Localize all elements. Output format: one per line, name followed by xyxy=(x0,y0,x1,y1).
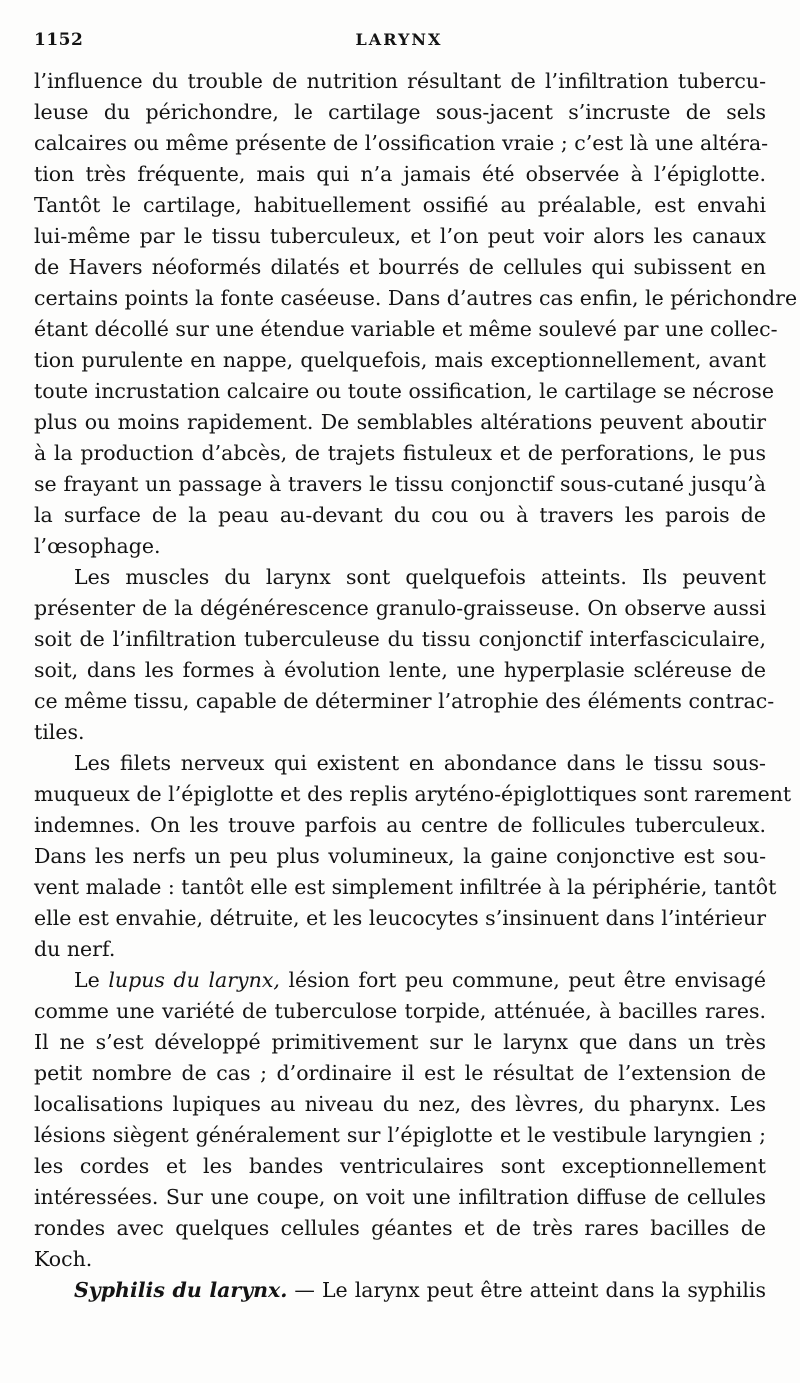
text-line: Il ne s’est développé primitivement sur le larynx que dans un très xyxy=(34,1030,766,1054)
text-line: du nerf. xyxy=(34,937,116,961)
lead-rest: — Le larynx peut être atteint dans la syphilis xyxy=(287,1278,766,1302)
section-heading: Syphilis du larynx. xyxy=(74,1278,288,1302)
text-line: tion purulente en nappe, quelquefois, mais exceptionnellement, avant xyxy=(34,348,766,372)
text-line: rondes avec quelques cellules géantes et de très rares bacilles de xyxy=(34,1216,766,1240)
lead-term: lupus du larynx, xyxy=(108,968,280,992)
text-line: de Havers néoformés dilatés et bourrés de cellules qui subissent en xyxy=(34,255,766,279)
text-line: présenter de la dégénérescence granulo-graisseuse. On observe aussi xyxy=(34,596,766,620)
text-line xyxy=(34,965,766,996)
text-line: lésions siègent généralement sur l’épiglotte et le vestibule laryngien ; xyxy=(34,1123,766,1147)
text-line: étant décollé sur une étendue variable et même soulevé par une collec- xyxy=(34,317,778,341)
text-line: l’influence du trouble de nutrition résultant de l’infiltration tubercu- xyxy=(34,69,766,93)
text-line: plus ou moins rapidement. De semblables altérations peuvent aboutir xyxy=(34,410,766,434)
paragraph-muscles xyxy=(34,562,775,748)
text-line: Koch. xyxy=(34,1247,93,1271)
text-line: tiles. xyxy=(34,720,85,744)
text-line: soit, dans les formes à évolution lente, une hyperplasie scléreuse de xyxy=(34,658,766,682)
text-line: toute incrustation calcaire ou toute ossification, le cartilage se nécrose xyxy=(34,379,774,403)
text-line: certains points la fonte caséeuse. Dans d’autres cas enfin, le périchondre xyxy=(34,286,798,310)
text-line: tion très fréquente, mais qui n’a jamais été observée à l’épiglotte. xyxy=(34,162,766,186)
text-line: indemnes. On les trouve parfois au centre de follicules tuberculeux. xyxy=(34,813,766,837)
text-line: muqueux de l’épiglotte et des replis aryténo-épiglottiques sont rarement xyxy=(34,782,792,806)
text-line: Tantôt le cartilage, habituellement ossifié au préalable, est envahi xyxy=(34,193,766,217)
running-head xyxy=(34,30,764,56)
text-line: intéressées. Sur une coupe, on voit une infiltration diffuse de cellules xyxy=(34,1185,766,1209)
text-line: elle est envahie, détruite, et les leucocytes s’insinuent dans l’intérieur xyxy=(34,906,766,930)
paragraph-syphilis xyxy=(34,1275,766,1306)
text-line: se frayant un passage à travers le tissu conjonctif sous-cutané jusqu’à xyxy=(34,472,766,496)
lead-rest: lésion fort peu commune, peut être envisagé xyxy=(279,968,767,992)
text-line: la surface de la peau au-devant du cou ou à travers les parois de xyxy=(34,503,766,527)
text-line: comme une variété de tuberculose torpide, atténuée, à bacilles rares. xyxy=(34,999,766,1023)
page-number: 1152 xyxy=(34,30,84,50)
paragraph-lupus xyxy=(34,965,766,1275)
text-line: Les muscles du larynx sont quelquefois atteints. Ils peuvent xyxy=(74,565,766,589)
paragraph-perichondrium xyxy=(34,66,798,562)
text-line: Les filets nerveux qui existent en abondance dans le tissu sous- xyxy=(74,751,766,775)
text-line: vent malade : tantôt elle est simplement infiltrée à la périphérie, tantôt xyxy=(34,875,777,899)
text-line: localisations lupiques au niveau du nez, des lèvres, du pharynx. Les xyxy=(34,1092,766,1116)
text-line: les cordes et les bandes ventriculaires sont exceptionnellement xyxy=(34,1154,766,1178)
text-line: soit de l’infiltration tuberculeuse du tissu conjonctif interfasciculaire, xyxy=(34,627,766,651)
lead-prefix: Le xyxy=(74,968,109,992)
text-body xyxy=(34,66,798,1306)
text-line: lui-même par le tissu tuberculeux, et l’on peut voir alors les canaux xyxy=(34,224,766,248)
text-line: leuse du périchondre, le cartilage sous-jacent s’incruste de sels xyxy=(34,100,766,124)
paragraph-nerves xyxy=(34,748,792,965)
text-line: calcaires ou même présente de l’ossification vraie ; c’est là une altéra- xyxy=(34,131,769,155)
text-line: à la production d’abcès, de trajets fistuleux et de perforations, le pus xyxy=(34,441,766,465)
running-title: LARYNX xyxy=(355,30,443,49)
text-line xyxy=(34,1275,766,1306)
text-line: Dans les nerfs un peu plus volumineux, la gaine conjonctive est sou- xyxy=(34,844,766,868)
text-line: l’œsophage. xyxy=(34,534,161,558)
text-line: petit nombre de cas ; d’ordinaire il est le résultat de l’extension de xyxy=(34,1061,766,1085)
text-line: ce même tissu, capable de déterminer l’atrophie des éléments contrac- xyxy=(34,689,775,713)
